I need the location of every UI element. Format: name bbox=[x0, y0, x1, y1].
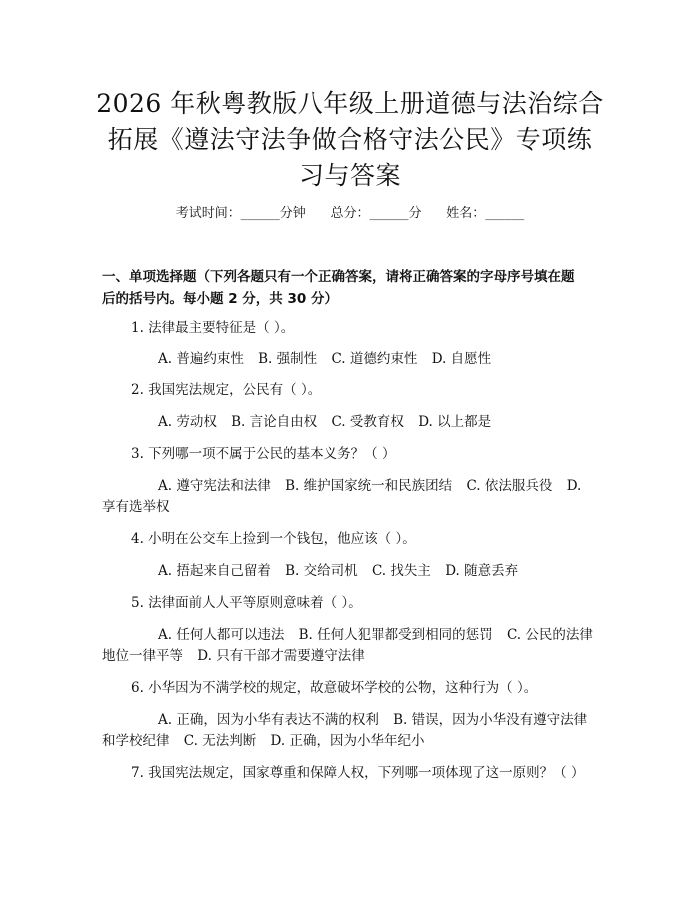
option-a: A. 遵守宪法和法律 bbox=[158, 478, 271, 494]
option-d: D. 随意丢弃 bbox=[445, 563, 519, 579]
question-6-options bbox=[102, 710, 598, 752]
option-d: D. 自愿性 bbox=[431, 351, 492, 367]
question-stem: 6. 小华因为不满学校的规定，故意破坏学校的公物，这种行为（ ）。 bbox=[131, 680, 538, 696]
option-a: A. 劳动权 bbox=[158, 414, 217, 430]
section-heading-line-1: 一、单项选择题（下列各题只有一个正确答案，请将正确答案的字母序号填在题 bbox=[102, 269, 575, 285]
question-stem: 2. 我国宪法规定，公民有（ ）。 bbox=[131, 382, 322, 398]
option-a: A. 捂起来自己留着 bbox=[158, 563, 271, 579]
question-7 bbox=[102, 763, 598, 783]
question-6 bbox=[102, 678, 598, 698]
option-b: B. 强制性 bbox=[258, 351, 318, 367]
section-heading-line-2: 后的括号内。每小题 2 分，共 30 分） bbox=[102, 291, 338, 307]
option-a: A. 普遍约束性 bbox=[158, 351, 244, 367]
option-c: C. 无法判断 bbox=[183, 733, 257, 749]
section-heading bbox=[102, 266, 602, 310]
option-c: C. 道德约束性 bbox=[331, 351, 418, 367]
question-4 bbox=[102, 529, 598, 549]
question-1 bbox=[102, 318, 598, 338]
question-4-options bbox=[102, 561, 598, 582]
question-stem: 7. 我国宪法规定，国家尊重和保障人权，下列哪一项体现了这一原则？（ ） bbox=[131, 765, 585, 781]
question-5-options bbox=[102, 625, 598, 667]
question-5 bbox=[102, 593, 598, 613]
question-2 bbox=[102, 380, 598, 400]
option-c: C. 依法服兵役 bbox=[466, 478, 553, 494]
option-b: B. 言论自由权 bbox=[231, 414, 318, 430]
option-b: B. 错误，因为小华没有遵守法律和学校纪律 bbox=[102, 712, 588, 749]
document-title bbox=[95, 86, 605, 194]
option-b: B. 维护国家统一和民族团结 bbox=[285, 478, 453, 494]
question-stem: 1. 法律最主要特征是（ ）。 bbox=[131, 320, 295, 336]
option-d: D. 只有干部才需要遵守法律 bbox=[197, 648, 365, 664]
option-b: B. 任何人犯罪都受到相同的惩罚 bbox=[298, 627, 493, 643]
title-line-1: 2026 年秋粤教版八年级上册道德与法治综合 bbox=[96, 89, 604, 118]
question-2-options bbox=[102, 412, 598, 433]
question-stem: 5. 法律面前人人平等原则意味着（ ）。 bbox=[131, 595, 362, 611]
question-stem: 3. 下列哪一项不属于公民的基本义务？（ ） bbox=[131, 446, 396, 462]
option-a: A. 任何人都可以违法 bbox=[158, 627, 285, 643]
option-d: D. 正确，因为小华年纪小 bbox=[270, 733, 425, 749]
question-3-options bbox=[102, 476, 598, 518]
option-c: C. 受教育权 bbox=[331, 414, 404, 430]
option-a: A. 正确，因为小华有表达不满的权利 bbox=[158, 712, 379, 728]
question-3 bbox=[102, 444, 598, 464]
exam-meta-line: 考试时间：______分钟 总分：______分 姓名：______ bbox=[175, 206, 525, 221]
option-d: D. 以上都是 bbox=[418, 414, 492, 430]
option-b: B. 交给司机 bbox=[285, 563, 358, 579]
title-line-3: 习与答案 bbox=[298, 161, 401, 190]
question-1-options bbox=[102, 349, 598, 370]
option-c: C. 找失主 bbox=[371, 563, 431, 579]
option-c: C. 公民的法律地位一律平等 bbox=[102, 627, 593, 664]
title-line-2: 拓展《遵法守法争做合格守法公民》专项练 bbox=[107, 125, 593, 154]
question-stem: 4. 小明在公交车上捡到一个钱包，他应该（ ）。 bbox=[131, 531, 416, 547]
option-d: D. 享有选举权 bbox=[102, 478, 582, 515]
